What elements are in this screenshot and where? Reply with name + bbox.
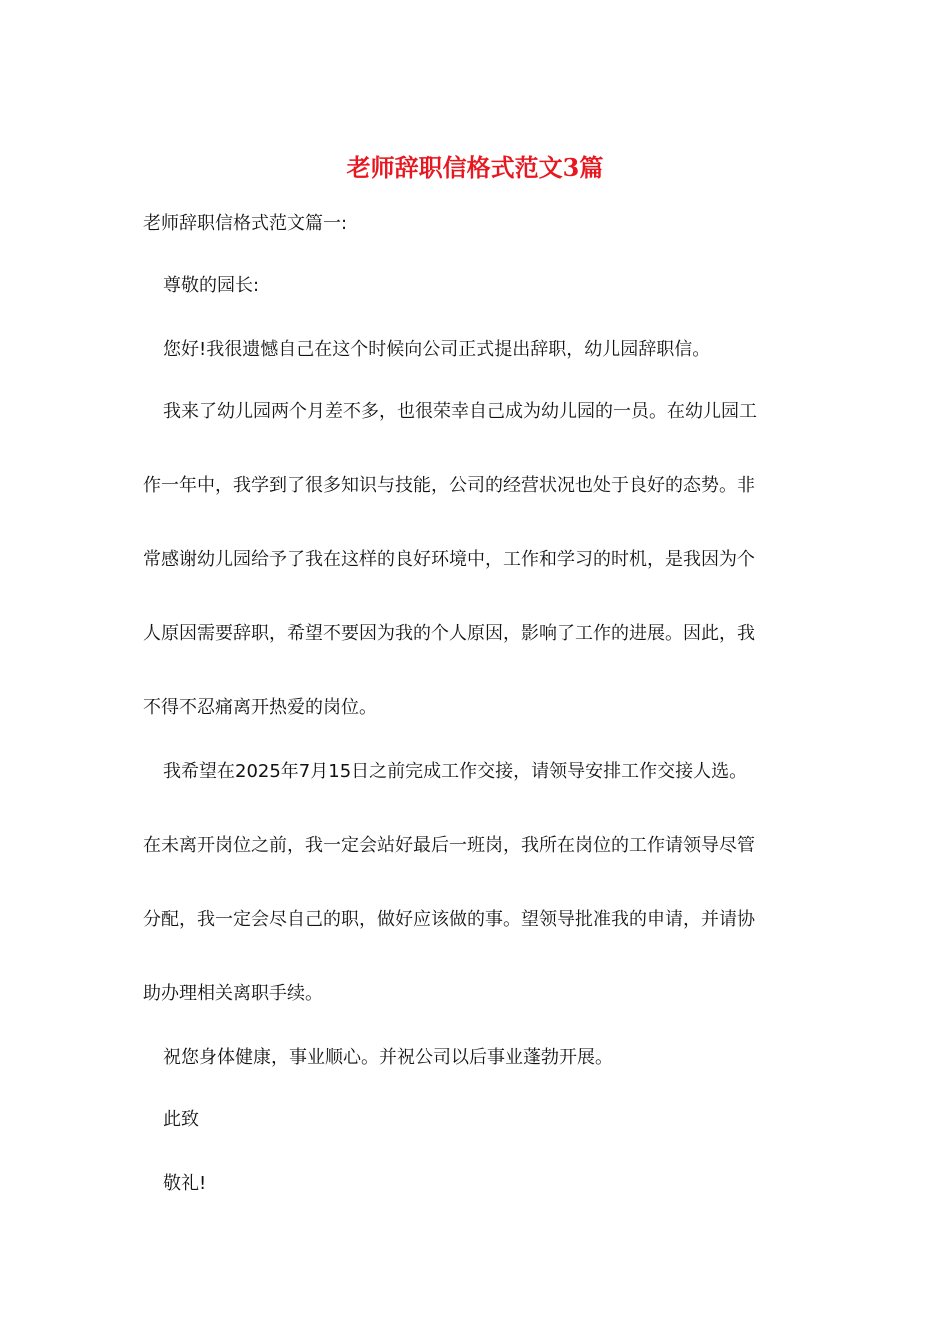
paragraph-line: 人原因需要辞职，希望不要因为我的个人原因，影响了工作的进展。因此，我	[143, 623, 755, 644]
paragraph-line: 不得不忍痛离开热爱的岗位。	[143, 697, 377, 718]
closing-wish: 祝您身体健康，事业顺心。并祝公司以后事业蓬勃开展。	[163, 1047, 613, 1068]
salutation: 尊敬的园长:	[163, 275, 260, 296]
section-heading: 老师辞职信格式范文篇一:	[143, 213, 348, 234]
closing-jingli: 敬礼!	[163, 1173, 207, 1194]
paragraph-line: 作一年中，我学到了很多知识与技能，公司的经营状况也处于良好的态势。非	[143, 475, 755, 496]
document-title: 老师辞职信格式范文3篇	[346, 153, 604, 182]
paragraph-line: 常感谢幼儿园给予了我在这样的良好环境中，工作和学习的时机，是我因为个	[143, 549, 755, 570]
paragraph-line: 我来了幼儿园两个月差不多，也很荣幸自己成为幼儿园的一员。在幼儿园工	[163, 401, 757, 422]
paragraph-line: 在未离开岗位之前，我一定会站好最后一班岗，我所在岗位的工作请领导尽管	[143, 835, 755, 856]
paragraph-line: 我希望在2025年7月15日之前完成工作交接，请领导安排工作交接人选。	[163, 761, 748, 782]
paragraph-line: 您好!我很遗憾自己在这个时候向公司正式提出辞职，幼儿园辞职信。	[163, 339, 711, 360]
paragraph-line: 助办理相关离职手续。	[143, 983, 323, 1004]
paragraph-line: 分配，我一定会尽自己的职，做好应该做的事。望领导批准我的申请，并请协	[143, 909, 755, 930]
closing-cizhi: 此致	[163, 1109, 199, 1130]
